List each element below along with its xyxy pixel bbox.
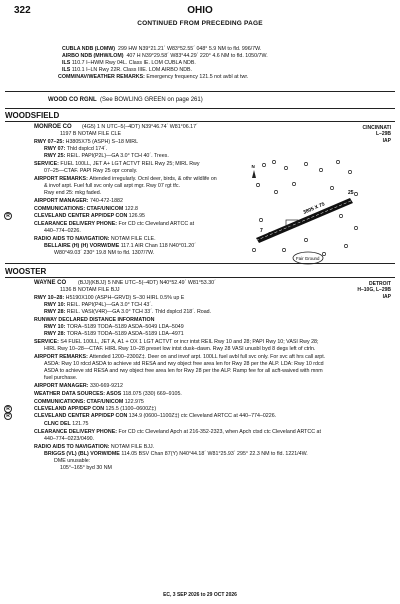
woodsfield-app-line: CLEVELAND CENTER APP/DEP CON 126.95 <box>34 213 145 219</box>
wooster-runway-line: RWY 10–28: H5190X100 (ASPH–GRVD) S–30 HIRL 0.5% up E <box>34 295 185 301</box>
wooster-decl-rwy10-line: RWY 10: TORA–5189 TODA–5189 ASDA–5049 LDA–5049 <box>44 324 184 330</box>
wooster-ident-line: (BJJ)(KBJJ) 5 NNE UTC–5(–4DT) N40°52.49´ W81°53.30´ <box>78 280 216 286</box>
wooster-service-line-2: HIRL Rwy 10–28—CTAF. HIRL Rwy 10–28 preset low intst dusk–dawn. Rwy 28 VASI unusbl byd 8 degs left of ctrln. <box>44 346 316 352</box>
woodsfield-service-line: SERVICE: FUEL 100LL, JET A+ LGT ACTVT REIL Rwy 25; MIRL Rwy <box>34 161 200 167</box>
woodsfield-comm-line: COMMUNICATIONS: CTAF/UNICOM 122.8 <box>34 206 138 212</box>
wooster-city-heading: WOOSTER <box>5 267 47 276</box>
woodsfield-manager-line: AIRPORT MANAGER: 740-472-1882 <box>34 198 123 204</box>
woodsfield-runway-line: RWY 07–25: H3805X75 (ASPH) S–18 MIRL <box>34 139 139 145</box>
state-heading: OHIO <box>187 5 213 16</box>
woodsfield-remarks-line-3: Rwy end 25: mkg faded. <box>44 190 102 196</box>
woodsfield-rwy07-line: RWY 07: Thld dsplcd 174´. <box>44 146 108 152</box>
radar-icon: R <box>4 212 12 220</box>
runway-end-25-label: 25 <box>348 190 354 196</box>
woodsfield-vor-line-2: W80°49.03´ 230° 19.8 NM to fld. 1307/7W. <box>54 250 155 256</box>
wooster-radio-line: RADIO AIDS TO NAVIGATION: NOTAM FILE BJJ. <box>34 444 155 450</box>
woodsfield-radio-line: RADIO AIDS TO NAVIGATION: NOTAM FILE CLE. <box>34 236 156 242</box>
woodsfield-clearance-line: CLEARANCE DELIVERY PHONE: For CD ctc Cleveland ARTCC at <box>34 221 195 227</box>
divider <box>5 263 395 264</box>
wooster-clnc-del-line: CLNC DEL 121.75 <box>44 421 89 427</box>
divider <box>5 91 395 92</box>
wooster-manager-line: AIRPORT MANAGER: 330-669-9212 <box>34 383 123 389</box>
woodsfield-rwy25-line: RWY 25: REIL. PAPI(P2L)—GA 3.0° TCH 40´. Trees. <box>44 153 169 159</box>
wooster-remarks-line-4: fuel purchase. <box>44 375 78 381</box>
wooster-comm-line: COMMUNICATIONS: CTAF/UNICOM 122.975 <box>34 399 144 405</box>
woodsfield-city-heading: WOODSFIELD <box>5 111 60 120</box>
woodsfield-chart-refs: CINCINNATI L–29B IAP <box>362 125 391 144</box>
wooster-app-line: CLEVELAND APP/DEP CON 125.5 (1100–0600Z‡) <box>34 406 157 412</box>
radar-icon: R <box>4 412 12 420</box>
wooster-weather-line: WEATHER DATA SOURCES: ASOS 118.075 (330) 669–9105. <box>34 391 182 397</box>
fair-ground-label: Fair Ground <box>296 256 320 261</box>
runway-dimension-label: 3805 X 75 <box>302 201 326 216</box>
runway-end-07-label: 7 <box>260 228 263 234</box>
ils-1-line: ILS 110.7 I–HWM Rwy 04L. Class IE. LOM CUBLA NDB. <box>62 60 196 66</box>
wooster-remarks-line-2: ASDA: Rwy 10 rdcd ASDA to achieve std RESA and rwy object free area len for Rwy 28 per the ALP. LDA: Rwy 10 rdcd <box>44 361 324 367</box>
wooster-remarks-line: AIRPORT REMARKS: Attended 1200–2300Z‡. Deer on and invof arpt. 100LL fuel avbl full svc only. For svc aft hrs call arpt. <box>34 354 326 360</box>
north-arrow-icon <box>252 164 257 178</box>
wooster-vor-line: BRIGGS (VL) (BL) VORW/DME 114.05 BSV Chan 87(Y) N40°44.18´ W81°25.93´ 295° 22.3 NM to fld. 1221/4W. <box>44 451 308 457</box>
wooster-service-line: SERVICE: S4 FUEL 100LL, JET A, A1 + OX 1 LGT ACTVT or incr intst REIL Rwy 10 and 28; PAPI Rwy 10; VASI Rwy 28; <box>34 339 319 345</box>
divider <box>5 108 395 109</box>
divider <box>5 121 395 122</box>
divider <box>5 277 395 278</box>
monroe-co-airport-diagram <box>246 150 366 270</box>
wooster-dme-label-line: DME unusable: <box>54 458 91 464</box>
wooster-declared-distance-heading: RUNWAY DECLARED DISTANCE INFORMATION <box>34 317 155 323</box>
continued-banner: CONTINUED FROM PRECEDING PAGE <box>137 20 263 27</box>
effective-dates-footer: EC, 3 SEP 2026 to 29 OCT 2026 <box>163 592 237 598</box>
page-number: 322 <box>14 5 31 16</box>
wooster-clearance-line-2: 440–774–0223/0490. <box>44 436 95 442</box>
woodsfield-service-line-2: 07–25—CTAF. PAPI Rwy 25 opr consly. <box>44 168 138 174</box>
woodsfield-remarks-line-2: & invof arpt. Fuel full svc only call arpt mgr. Rwy 07 rgt tfc. <box>44 183 181 189</box>
wooster-remarks-line-3: ASDA to achieve std RESA and rwy object free area len for Rwy 28 per the ALP. Ramp fee for all acft-waived with mnm <box>44 368 323 374</box>
wooster-decl-rwy28-line: RWY 28: TORA–5189 TODA–5189 ASDA–5189 LDA–4971 <box>44 331 184 337</box>
woodsfield-remarks-line: AIRPORT REMARKS: Attended irregularly. Ocnl deer, birds, & othr wildlife on <box>34 176 217 182</box>
svg-text:N: N <box>251 164 255 169</box>
wooster-airport-name: WAYNE CO <box>34 280 67 286</box>
woodsfield-ident-line: (4G5) 1 N UTC–5(–4DT) N39°46.74´ W81°06.17´ <box>82 124 198 130</box>
wooster-chart-refs: DETROIT H–10G, L–29B IAP <box>357 281 391 300</box>
wooster-rwy10-line: RWY 10: REIL. PAPI(P4L)—GA 3.0° TCH 43´. <box>44 302 153 308</box>
runway-07-25 <box>256 198 353 243</box>
woodsfield-vor-line: BELLAIRE (H) (H) VORW/DME 117.1 AIR Chan 118 N40°01.20´ <box>44 243 196 249</box>
woodsfield-elev-line: 1197 B NOTAM FILE CLE <box>60 131 122 137</box>
cubla-ndb-line: CUBLA NDB (LOMW) 299 HW N39°21.21´ W83°52.55´ 048° 5.9 NM to fld. 996/7W. <box>62 46 262 52</box>
wooster-center-app-line: CLEVELAND CENTER APP/DEP CON 134.9 (0600–1100Z‡) ctc Cleveland ARTCC at 440–774–0226. <box>34 413 277 419</box>
woodsfield-airport-name: MONROE CO <box>34 124 72 130</box>
comm-nav-remarks-line: COMM/NAV/WEATHER REMARKS: Emergency frequency 121.5 not avbl at twr. <box>58 74 249 80</box>
radar-icon: R <box>4 405 12 413</box>
airbo-ndb-line: AIRBO NDB (MHW/LOM) 407 H N39°29.58´ W83°44.29´ 220° 4.6 NM to fld. 1050/7W. <box>62 53 268 59</box>
wooster-dme-text-line: 105°–165° byd 30 NM <box>60 465 112 471</box>
wooster-rwy28-line: RWY 28: REIL. VASI(V4R)—GA 3.0° TCH 33´. Thld dsplcd 218´. Road. <box>44 309 212 315</box>
wood-co-entry: WOOD CO RGNL (See BOWLING GREEN on page 261) <box>48 97 203 103</box>
wooster-clearance-line: CLEARANCE DELIVERY PHONE: For CD ctc Cleveland Apch at 216-352-2323, when Apch ctsd ctc Cleveland ARTCC at <box>34 429 321 435</box>
ils-2-line: ILS 110.1 I–LN Rwy 22R. Class IIIE. LOM AIRBO NDB. <box>62 67 193 73</box>
tree-symbols <box>252 160 357 255</box>
woodsfield-clearance-line-2: 440–774–0226. <box>44 228 81 234</box>
wooster-elev-line: 1136 B NOTAM FILE BJJ <box>60 287 120 293</box>
